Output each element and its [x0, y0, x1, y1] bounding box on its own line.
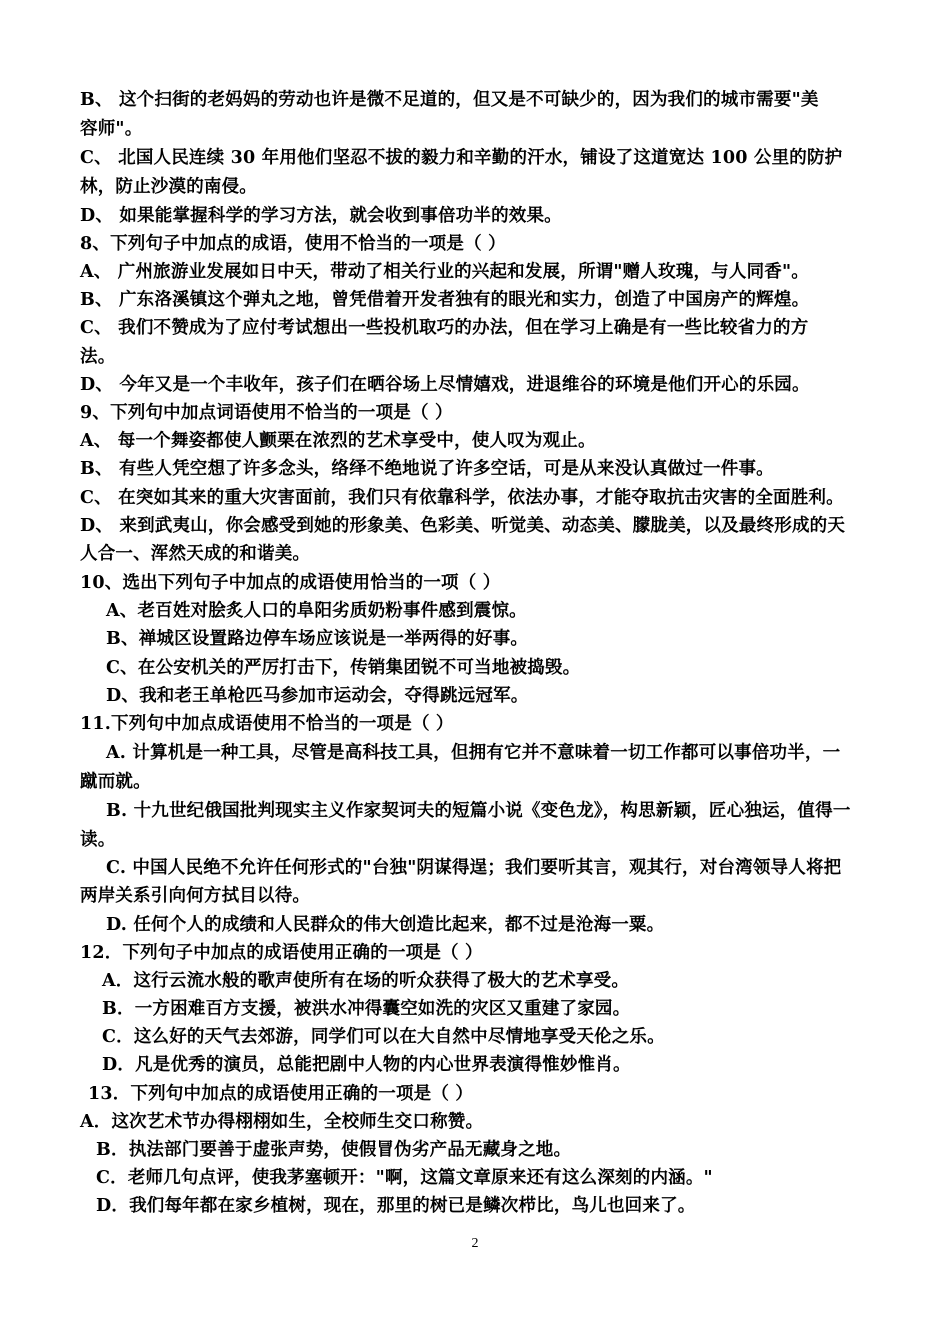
option-11b-line2: 读。	[80, 830, 116, 850]
option-13b: B．执法部门要善于虚张声势，使假冒伪劣产品无藏身之地。	[96, 1140, 572, 1160]
option-7b-line1: B、 这个扫街的老妈妈的劳动也许是微不足道的，但又是不可缺少的，因为我们的城市需要"美	[80, 90, 819, 110]
question-11: 11.下列句中加点成语使用不恰当的一项是（ ）	[80, 714, 454, 734]
option-9d-line2: 人合一、浑然天成的和谐美。	[80, 544, 311, 564]
question-9: 9、下列句中加点词语使用不恰当的一项是（ ）	[80, 403, 453, 423]
option-8a: A、 广州旅游业发展如日中天，带动了相关行业的兴起和发展，所谓"赠人玫瑰，与人同香"。	[80, 262, 810, 282]
option-9a: A、 每一个舞姿都使人颤栗在浓烈的艺术享受中，使人叹为观止。	[80, 431, 596, 451]
option-9c: C、 在突如其来的重大灾害面前，我们只有依靠科学，依法办事，才能夺取抗击灾害的全面胜利。	[80, 488, 844, 508]
option-10d: D、我和老王单枪匹马参加市运动会，夺得跳远冠军。	[106, 686, 529, 706]
option-8b: B、 广东洛溪镇这个弹丸之地，曾凭借着开发者独有的眼光和实力，创造了中国房产的辉煌。	[80, 290, 810, 310]
page-number: 2	[471, 1236, 479, 1251]
question-12: 12．下列句子中加点的成语使用正确的一项是（ ）	[80, 943, 483, 963]
option-10b: B、禅城区设置路边停车场应该说是一举两得的好事。	[106, 629, 529, 649]
option-11c-line1: C. 中国人民绝不允许任何形式的"台独"阴谋得逞；我们要听其言，观其行，对台湾领导人将把	[106, 858, 842, 878]
question-13: 13．下列句中加点的成语使用正确的一项是（ ）	[88, 1084, 474, 1104]
option-9b: B、 有些人凭空想了许多念头，络绎不绝地说了许多空话，可是从来没认真做过一件事。	[80, 459, 774, 479]
option-12a: A．这行云流水般的歌声使所有在场的听众获得了极大的艺术享受。	[102, 971, 630, 991]
option-7c-line2: 林，防止沙漠的南侵。	[80, 177, 257, 197]
option-13c: C．老师几句点评，使我茅塞顿开："啊，这篇文章原来还有这么深刻的内涵。"	[96, 1168, 713, 1188]
option-12c: C．这么好的天气去郊游，同学们可以在大自然中尽情地享受天伦之乐。	[102, 1027, 665, 1047]
option-8c-line1: C、 我们不赞成为了应付考试想出一些投机取巧的办法，但在学习上确是有一些比较省力的方	[80, 318, 809, 338]
option-11a-line2: 蹴而就。	[80, 772, 151, 792]
option-10a: A、老百姓对脍炙人口的阜阳劣质奶粉事件感到震惊。	[106, 601, 527, 621]
option-11d: D. 任何个人的成绩和人民群众的伟大创造比起来，都不过是沧海一粟。	[106, 915, 665, 935]
option-11c-line2: 两岸关系引向何方拭目以待。	[80, 886, 311, 906]
option-13a: A．这次艺术节办得栩栩如生，全校师生交口称赞。	[80, 1112, 484, 1132]
option-7d: D、 如果能掌握科学的学习方法，就会收到事倍功半的效果。	[80, 206, 562, 226]
option-7b-line2: 容师"。	[80, 119, 143, 139]
option-12b: B．一方困难百方支援，被洪水冲得囊空如洗的灾区又重建了家园。	[102, 999, 631, 1019]
option-10c: C、在公安机关的严厉打击下，传销集团锐不可当地被捣毁。	[106, 658, 581, 678]
option-13d: D．我们每年都在家乡植树，现在，那里的树已是鳞次栉比，鸟儿也回来了。	[96, 1196, 696, 1216]
option-8d: D、 今年又是一个丰收年，孩子们在晒谷场上尽情嬉戏，进退维谷的环境是他们开心的乐园。	[80, 375, 810, 395]
option-7c-line1: C、 北国人民连续 30 年用他们坚忍不拔的毅力和辛勤的汗水，铺设了这道宽达 100 公里的防护	[80, 148, 843, 168]
question-8: 8、下列句子中加点的成语，使用不恰当的一项是（ ）	[80, 234, 506, 254]
option-12d: D．凡是优秀的演员，总能把剧中人物的内心世界表演得惟妙惟肖。	[102, 1055, 631, 1075]
option-11b-line1: B. 十九世纪俄国批判现实主义作家契诃夫的短篇小说《变色龙》，构思新颖，匠心独运，值得一	[106, 801, 851, 821]
option-9d-line1: D、 来到武夷山，你会感受到她的形象美、色彩美、听觉美、动态美、朦胧美，以及最终形成的天	[80, 516, 846, 536]
option-8c-line2: 法。	[80, 347, 116, 367]
question-10: 10、选出下列句子中加点的成语使用恰当的一项（ ）	[80, 573, 501, 593]
option-11a-line1: A. 计算机是一种工具，尽管是高科技工具，但拥有它并不意味着一切工作都可以事倍功半，一	[106, 743, 841, 763]
